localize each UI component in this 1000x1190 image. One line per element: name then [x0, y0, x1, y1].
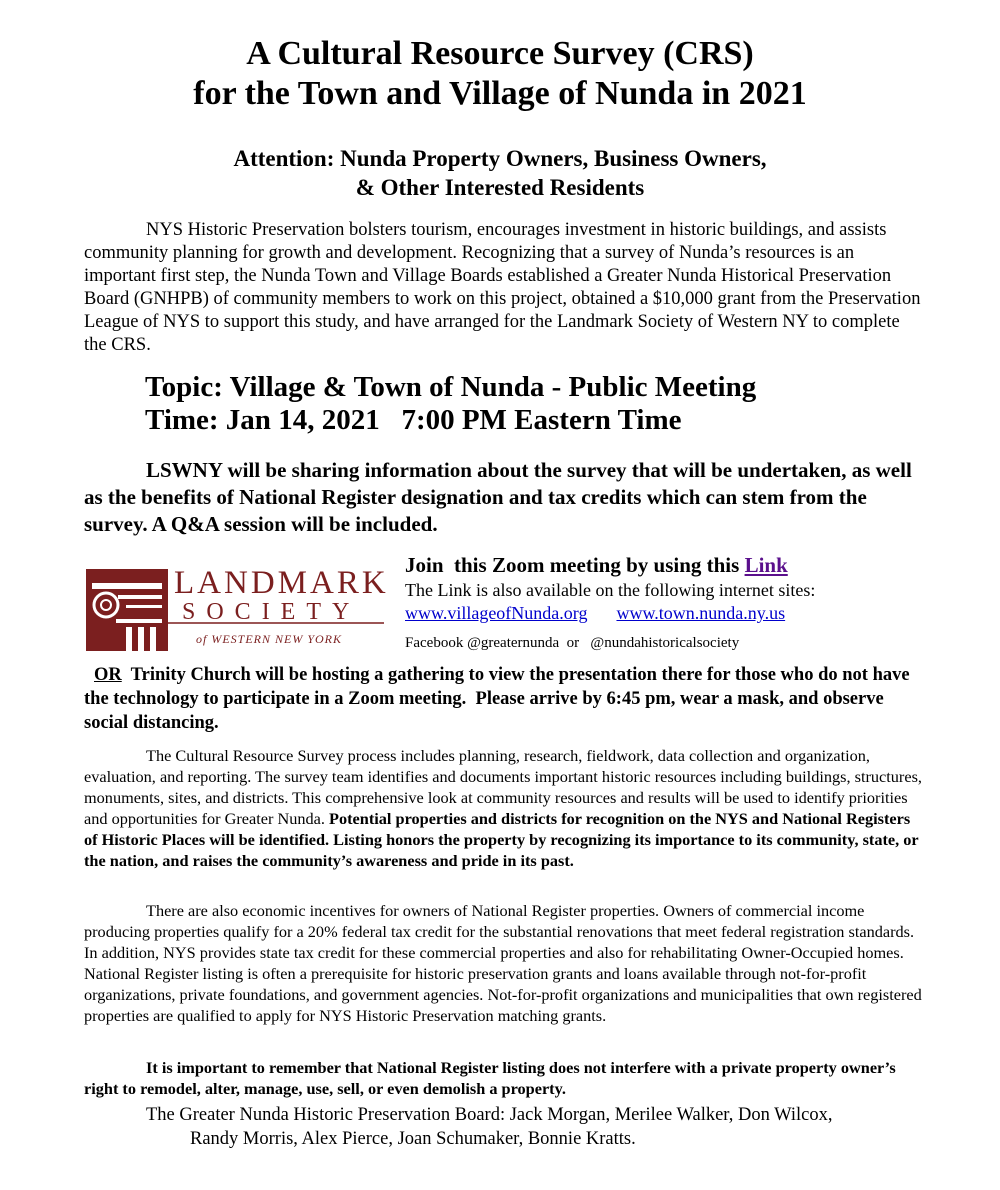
- trinity-paragraph: [84, 663, 924, 735]
- town-site-link[interactable]: www.town.nunda.ny.us: [616, 603, 786, 623]
- village-site-link[interactable]: www.villageofNunda.org: [405, 603, 588, 623]
- zoom-sites: [405, 603, 785, 624]
- social-handles: Facebook @greaternunda or @nundahistoricalsociety: [405, 635, 740, 651]
- logo-line-1: LANDMARK: [174, 565, 389, 601]
- attention-line-2: & Other Interested Residents: [355, 175, 645, 200]
- or-label: OR: [94, 665, 122, 685]
- zoom-join-line: [405, 553, 788, 578]
- board-line-1: The Greater Nunda Historic Preservation Board: Jack Morgan, Merilee Walker, Don Wilcox,: [146, 1105, 833, 1125]
- landmark-society-logo: [86, 565, 389, 655]
- zoom-join-text: Join this Zoom meeting by using this: [405, 553, 745, 577]
- board-line-2: Randy Morris, Alex Pierce, Joan Schumaker, Bonnie Kratts.: [190, 1129, 636, 1149]
- zoom-link[interactable]: Link: [744, 553, 788, 577]
- remember-paragraph: It is important to remember that National Register listing does not interfere with a private property owner’s right to remodel, alter, manage, use, sell, or even demolish a property.: [84, 1058, 896, 1098]
- attention-line-1: Attention: Nunda Property Owners, Business Owners,: [233, 146, 767, 171]
- meeting-time: Time: Jan 14, 2021 7:00 PM Eastern Time: [145, 404, 682, 436]
- page-title-line-1: A Cultural Resource Survey (CRS): [246, 35, 754, 72]
- incentives-paragraph: There are also economic incentives for owners of National Register properties. Owners of commercial income producing properties qualify for a 20% federal tax credit for the substantial renovations that meet federal registration standards. In addition, NYS provides state tax credit for these commercial properties and also for rehabilitating Owner-Occupied homes. National Register listing is often a prerequisite for historic preservation grants and loans available through not-for-profit organizations, private foundations, and government agencies. Not-for-profit organizations and municipalities that own registered properties are qualified to apply for NYS Historic Preservation matching grants.: [84, 901, 922, 1025]
- lswny-paragraph: LSWNY will be sharing information about the survey that will be undertaken, as well as the benefits of National Register designation and tax credits which can stem from the survey. A Q&A session will be included.: [84, 458, 912, 536]
- process-paragraph: [84, 745, 924, 871]
- logo-line-3: of WESTERN NEW YORK: [196, 632, 343, 646]
- zoom-available-text: The Link is also available on the following internet sites:: [405, 580, 816, 600]
- page-title-line-2: for the Town and Village of Nunda in 2021: [193, 75, 807, 112]
- intro-paragraph: NYS Historic Preservation bolsters tourism, encourages investment in historic buildings, and assists community planning for growth and development. Recognizing that a survey of Nunda’s resources is an important first step, the Nunda Town and Village Boards established a Greater Nunda Historical Preservation Board (GNHPB) of community members to work on this project, obtained a $10,000 grant from the Preservation League of NYS to support this study, and have arranged for the Landmark Society of Western NY to complete the CRS.: [84, 220, 921, 355]
- process-emphasis-text: Potential properties and districts for recognition on the NYS and National Registers of Historic Places will be identified. Listing honors the property by recognizing its importance to its community, state, or the nation, and raises the community’s awareness and pride in its past.: [84, 809, 919, 870]
- process-plain-text: The Cultural Resource Survey process includes planning, research, fieldwork, data collection and organization, evaluation, and reporting. The survey team identifies and documents important historic resources including buildings, structures, monuments, sites, and districts. This comprehensive look at community resources and results will be used to identify priorities and opportunities for Greater Nunda.: [84, 746, 922, 828]
- trinity-text: Trinity Church will be hosting a gathering to view the presentation there for those who do not have the technology to participate in a Zoom meeting. Please arrive by 6:45 pm, wear a mask, and observe social distancing.: [84, 665, 915, 733]
- meeting-topic: Topic: Village & Town of Nunda - Public Meeting: [145, 371, 757, 403]
- logo-line-2: SOCIETY: [182, 599, 361, 625]
